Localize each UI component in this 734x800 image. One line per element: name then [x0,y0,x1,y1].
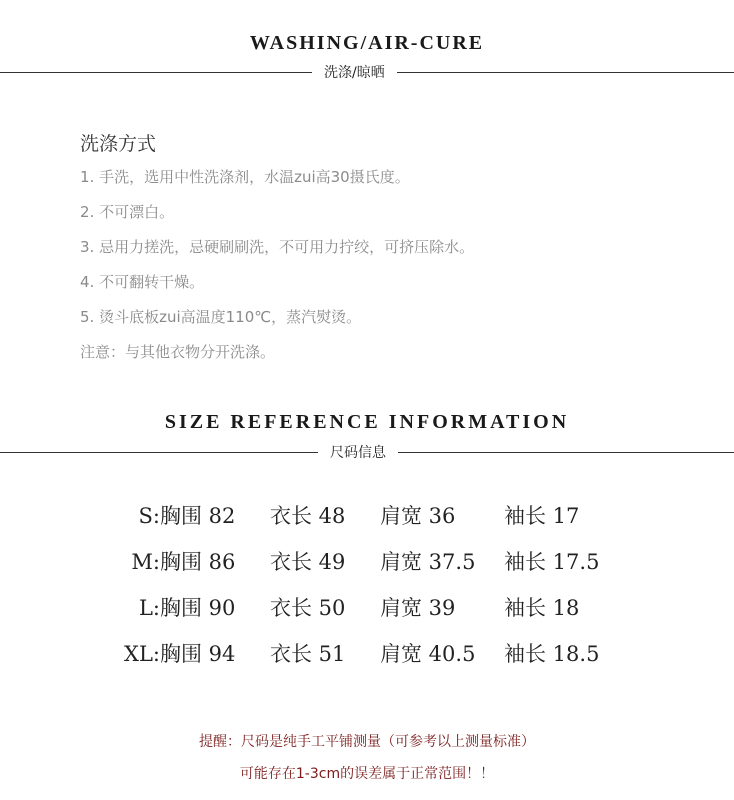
size-label: L: [138,596,160,620]
washing-note: 注意：与其他衣物分开洗涤。 [80,343,276,361]
sleeve-value: 袖长 18.5 [504,642,600,666]
washing-item: 5. 烫斗底板zui高温度110℃，蒸汽熨烫。 [80,308,362,326]
chest-value: 胸围 86 [160,550,236,574]
divider-left [0,452,318,453]
length-value: 衣长 49 [270,550,346,574]
divider-right [397,72,734,73]
washing-section-title: WASHING/AIR-CURE [249,32,485,54]
divider-left [0,72,312,73]
shoulder-value: 肩宽 37.5 [380,550,476,574]
chest-value: 胸围 94 [160,642,236,666]
length-value: 衣长 50 [270,596,346,620]
divider-right [398,452,734,453]
chest-value: 胸围 90 [160,596,236,620]
sleeve-value: 袖长 17 [504,504,580,528]
length-value: 衣长 51 [270,642,346,666]
size-label: S: [138,504,160,528]
washing-item: 1. 手洗，选用中性洗涤剂，水温zui高30摄氏度。 [80,168,410,186]
washing-item: 3. 忌用力搓洗，忌硬刷刷洗，不可用力拧绞，可挤压除水。 [80,238,475,256]
size-section-subtitle: 尺码信息 [330,445,386,461]
sleeve-value: 袖长 18 [504,596,580,620]
length-value: 衣长 48 [270,504,346,528]
size-section-title: SIZE REFERENCE INFORMATION [164,411,570,433]
washing-item: 2. 不可漂白。 [80,203,175,221]
shoulder-value: 肩宽 39 [380,596,456,620]
tolerance-note: 可能存在1-3cm的误差属于正常范围！！ [239,766,495,782]
size-section-subtitle-row [0,442,734,462]
washing-section-subtitle-row [0,62,734,82]
washing-section-subtitle: 洗涤/晾晒 [324,65,385,81]
sleeve-value: 袖长 17.5 [504,550,600,574]
washing-instructions [80,128,700,370]
shoulder-value: 肩宽 36 [380,504,456,528]
chest-value: 胸围 82 [160,504,236,528]
washing-heading: 洗涤方式 [80,133,157,155]
size-label: M: [131,550,160,574]
washing-item: 4. 不可翻转干燥。 [80,273,205,291]
size-label: XL: [124,642,160,666]
shoulder-value: 肩宽 40.5 [380,642,476,666]
measurement-reminder: 提醒：尺码是纯手工平铺测量（可参考以上测量标准） [199,734,535,750]
